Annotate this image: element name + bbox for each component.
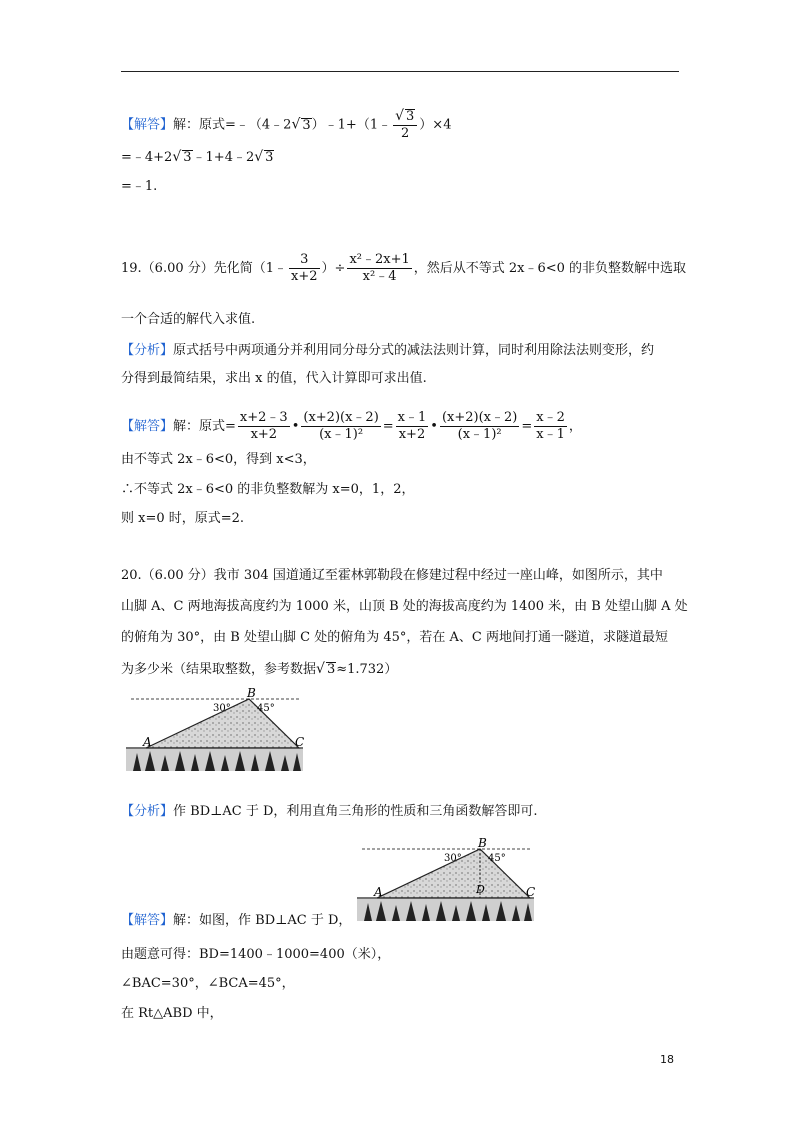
q20-line-2: 山脚 A、C 两地海拔高度约为 1000 米，山顶 B 处的海拔高度约为 1400 米，由 B 处望山脚 A 处 [121, 599, 688, 614]
label-b: B [247, 686, 256, 700]
q19-analysis-1: 【分析】原式括号中两项通分并利用同分母分式的减法法则计算，同时利用除法法则变形，约 [121, 343, 655, 358]
s18-line-2: =﹣4+2√ 3﹣1+4﹣2√ 3 [121, 149, 274, 165]
q20-line-1: 20.（6.00 分）我市 304 国道通辽至霍林郭勒段在修建过程中经过一座山峰，如图所示，其中 [121, 568, 663, 583]
q19-line-a: 由不等式 2x﹣6<0，得到 x<3， [121, 452, 316, 467]
label-d: D [476, 883, 485, 896]
label-c: C [526, 885, 536, 899]
q20-answer-1: 【解答】解：如图，作 BD⊥AC 于 D， [121, 913, 352, 928]
q20-line-3: 的俯角为 30°，由 B 处望山脚 C 处的俯角为 45°，若在 A、C 两地间打通一隧道，求隧道最短 [121, 630, 668, 645]
q20-answer-2: 由题意可得：BD=1400﹣1000=400（米）， [121, 947, 391, 962]
q19-line-c: 则 x=0 时，原式=2. [121, 511, 245, 526]
answer-tag: 【解答】 [121, 913, 174, 928]
q20-analysis: 【分析】作 BD⊥AC 于 D，利用直角三角形的性质和三角函数解答即可. [121, 804, 538, 819]
label-b: B [478, 836, 487, 850]
fraction: $\frac{√ 3}{2}$ [393, 108, 417, 142]
q19-statement-2: 一个合适的解代入求值. [121, 312, 256, 327]
q19-line-b: ∴不等式 2x﹣6<0 的非负整数解为 x=0，1，2， [121, 482, 415, 497]
angle-30: 30° [444, 853, 462, 864]
q20-line-4: 为多少米（结果取整数，参考数据√ 3≈1.732） [121, 661, 398, 677]
s18-line-3: =﹣1. [121, 179, 158, 194]
answer-tag: 【解答】 [121, 419, 174, 434]
analysis-tag: 【分析】 [121, 804, 174, 819]
page-number: 18 [660, 1053, 674, 1066]
label-a: A [374, 885, 383, 899]
label-a: A [143, 735, 152, 749]
q20-answer-4: 在 Rt△ABD 中， [121, 1006, 223, 1021]
q19-statement: 19.（6.00 分）先化简（1﹣ $\frac{3}{x+2}$ ）÷ $\frac{\text{x²﹣2x+1}}{\text{x²﹣4}}$ ，然后从不等式 2x﹣6<0 的非负整数解中选取 [121, 252, 687, 284]
analysis-tag: 【分析】 [121, 343, 174, 358]
q19-answer: 【解答】解：原式= $\frac{x+2﹣3}{x+2}$ • $\frac{(x+2)(x﹣2)}{\text{(x﹣1)²}}$ = $\frac{x﹣1}{x+2}$ • $\frac{(x+2)(x﹣2)}{\text{(x﹣1)²}}$ = $\frac{x﹣2}{x﹣1}$ ， [121, 410, 582, 442]
answer-tag: 【解答】 [121, 117, 174, 133]
header-rule [121, 71, 679, 72]
angle-45: 45° [488, 853, 506, 864]
angle-30: 30° [213, 703, 231, 714]
mountain-figure-1 [121, 685, 307, 773]
q19-analysis-2: 分得到最简结果，求出 x 的值，代入计算即可求出值. [121, 371, 427, 386]
mountain-figure-2 [352, 835, 538, 923]
label-c: C [295, 735, 305, 749]
q20-answer-3: ∠BAC=30°，∠BCA=45°， [121, 976, 295, 991]
s18-line-1: 【解答】解：原式=﹣（4﹣2√ 3）﹣1+（1﹣ $\frac{√ 3}{2}$ ）×4 [121, 108, 452, 141]
angle-45: 45° [257, 703, 275, 714]
